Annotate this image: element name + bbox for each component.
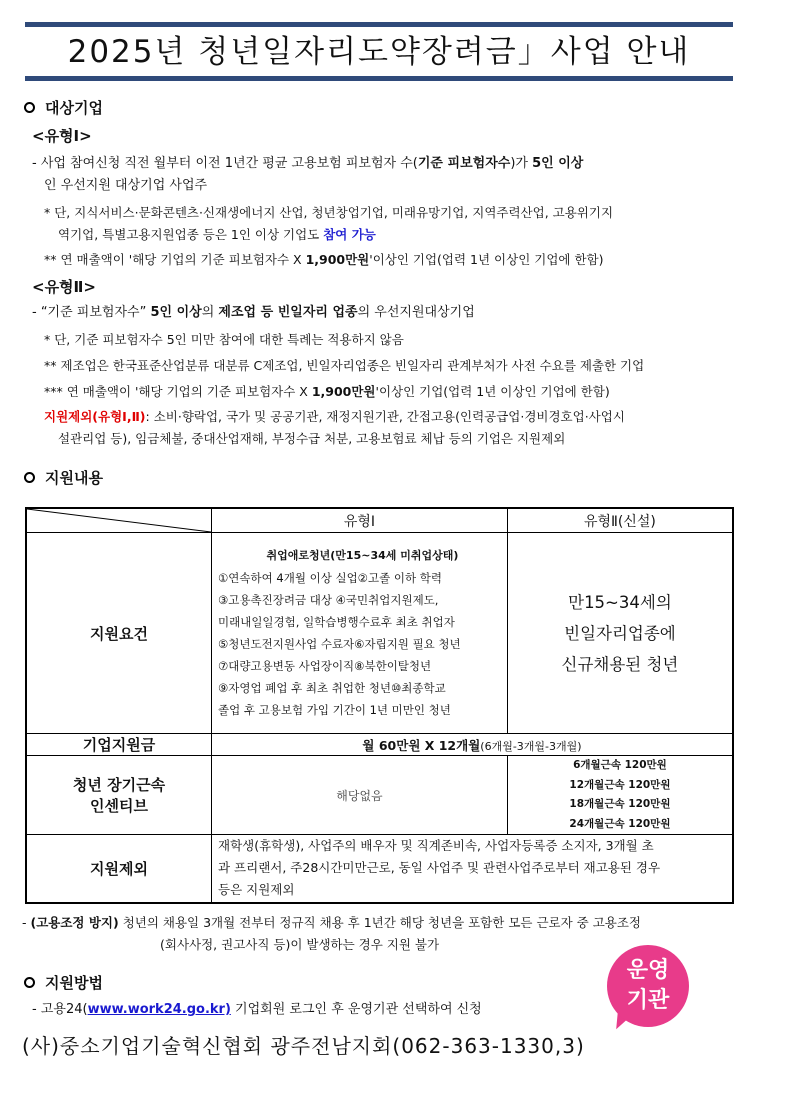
section-target-label: 대상기업 bbox=[45, 99, 103, 117]
req-item: ①연속하여 4개월 이상 실업②고졸 이하 학력 bbox=[218, 571, 442, 585]
req-item: ⑦대량고용변동 사업장이직⑧북한이탈청년 bbox=[218, 659, 432, 673]
text-bold: 5인 이상 bbox=[532, 156, 584, 171]
type2-req-line: 만15~34세의 bbox=[568, 592, 672, 612]
badge-line: 기관 bbox=[626, 988, 670, 1013]
row-label-incentive bbox=[26, 756, 212, 835]
text-blue: 참여 가능 bbox=[323, 227, 376, 242]
table-row-incentive bbox=[26, 756, 733, 835]
type2-line1 bbox=[32, 303, 475, 323]
text: 청년의 채용일 3개월 전부터 정규직 채용 후 1년간 해당 청년을 포함한 모든 근로자 중 고용조정 bbox=[118, 915, 642, 930]
text-bold: 기준 피보험자수 bbox=[417, 156, 511, 171]
text: ** 연 매출액이 '해당 기업의 기준 피보험자수 X bbox=[44, 252, 306, 267]
text: - 고용24( bbox=[32, 1002, 88, 1017]
text: 기업회원 로그인 후 운영기관 선택하여 신청 bbox=[230, 1002, 482, 1017]
section-method-label: 지원방법 bbox=[45, 974, 103, 992]
incentive-item: 18개월근속 120만원 bbox=[569, 798, 671, 810]
type2-exclusion-cont: 설관리업 등), 임금체불, 중대산업재해, 부정수급 처분, 고용보험료 체납 등의 기업은 지원제외 bbox=[58, 431, 566, 446]
exclusion-line: 등은 지원제외 bbox=[218, 882, 295, 898]
text: '이상인 기업(업력 1년 이상인 기업에 한함) bbox=[369, 252, 604, 267]
badge-line: 운영 bbox=[626, 958, 670, 983]
text: 의 bbox=[201, 305, 219, 320]
operator-badge bbox=[607, 945, 689, 1027]
organization-contact: (사)중소기업기술혁신협회 광주전남지회(062-363-1330,3) bbox=[22, 1034, 585, 1058]
text: )가 bbox=[510, 156, 533, 171]
text: 의 우선지원대상기업 bbox=[357, 305, 475, 320]
req-item: ⑤청년도전지원사업 수료자⑥자립지원 필요 청년 bbox=[218, 637, 461, 651]
type1-note1a: * 단, 지식서비스·문화콘텐츠·신재생에너지 산업, 청년창업기업, 미래유망기업, 지역주력산업, 고용위기지 bbox=[44, 205, 614, 220]
req-item: 미래내일일경험, 일학습병행수료후 최초 취업자 bbox=[218, 615, 455, 629]
circle-bullet-icon bbox=[24, 102, 35, 113]
type2-requirements bbox=[507, 533, 733, 734]
exclusion-text bbox=[212, 835, 734, 903]
table-row-payment bbox=[26, 734, 733, 756]
req-item: ③고용촉진장려금 대상 ④국민취업지원제도, bbox=[218, 593, 439, 607]
exclusion-line: 재학생(휴학생), 사업주의 배우자 및 직계존비속, 사업자등록증 소지자, 3개월 초 bbox=[218, 838, 654, 854]
type1-line1 bbox=[32, 154, 583, 174]
section-content-label: 지원내용 bbox=[45, 469, 103, 487]
type2-req-line: 빈일자리업종에 bbox=[564, 623, 676, 643]
title-top-rule bbox=[25, 22, 733, 27]
exclusion-line: 과 프리랜서, 주28시간미만근로, 동일 사업주 및 관련사업주로부터 재고용된 경우 bbox=[218, 860, 661, 876]
diagonal-line bbox=[27, 509, 211, 532]
text-red: 지원제외(유형Ⅰ,Ⅱ) bbox=[44, 409, 146, 424]
title-bottom-rule bbox=[25, 76, 733, 81]
text: - bbox=[22, 915, 31, 930]
col-type2: 유형Ⅱ(신설) bbox=[507, 508, 733, 533]
type2-note2: ** 제조업은 한국표준산업분류 대분류 C제조업, 빈일자리업종은 빈일자리 관계부처가 사전 수요를 제출한 기업 bbox=[44, 358, 645, 373]
incentive-item: 24개월근속 120만원 bbox=[569, 817, 671, 830]
type1-note1b bbox=[58, 225, 376, 245]
text: '이상인 기업(업력 1년 이상인 기업에 한함) bbox=[375, 384, 610, 399]
section-method bbox=[24, 972, 103, 993]
support-table bbox=[25, 507, 734, 904]
section-target bbox=[24, 97, 103, 118]
row-label-requirements: 지원요건 bbox=[26, 533, 212, 734]
type1-line2: 인 우선지원 대상기업 사업주 bbox=[44, 178, 208, 193]
text-bold: (고용조정 방지) bbox=[30, 915, 119, 930]
row-label-payment: 기업지원금 bbox=[26, 734, 212, 756]
type1-note2 bbox=[44, 250, 603, 270]
text-bold: 1,900만원 bbox=[311, 384, 376, 399]
type1-incentive: 해당없음 bbox=[212, 756, 508, 835]
adjust-note-cont: (회사사정, 권고사직 등)이 발생하는 경우 지원 불가 bbox=[160, 937, 440, 952]
table-row-exclusion bbox=[26, 835, 733, 903]
text-bold: 5인 이상 bbox=[150, 305, 202, 320]
section-content bbox=[24, 467, 103, 488]
incentive-label-line: 인센티브 bbox=[90, 797, 148, 815]
circle-bullet-icon bbox=[24, 472, 35, 483]
payment-note: (6개월-3개월-3개월) bbox=[480, 739, 582, 753]
incentive-item: 12개월근속 120만원 bbox=[569, 778, 671, 791]
type1-requirements bbox=[212, 533, 508, 734]
circle-bullet-icon bbox=[24, 977, 35, 988]
req-item: 졸업 후 고용보험 가입 기간이 1년 미만인 청년 bbox=[218, 703, 451, 717]
page-title: 2025년 청년일자리도약장려금」사업 안내 bbox=[67, 34, 691, 70]
method-line bbox=[32, 1000, 482, 1020]
type2-exclusion bbox=[44, 407, 625, 427]
work24-link[interactable]: www.work24.go.kr) bbox=[87, 1002, 231, 1017]
payment-value bbox=[212, 734, 734, 756]
row-label-exclusion: 지원제외 bbox=[26, 835, 212, 903]
text: *** 연 매출액이 '해당 기업의 기준 피보험자수 X bbox=[44, 384, 312, 399]
req-heading: 취업애로청년(만15~34세 미취업상태) bbox=[266, 549, 459, 562]
type2-note3 bbox=[44, 382, 610, 402]
table-row-requirements bbox=[26, 533, 733, 734]
type2-incentive bbox=[507, 756, 733, 835]
type2-note1: * 단, 기준 피보험자수 5인 미만 참여에 대한 특례는 적용하지 않음 bbox=[44, 332, 404, 347]
type2-req-line: 신규채용된 청년 bbox=[561, 654, 679, 674]
adjust-note bbox=[22, 913, 641, 933]
incentive-label-line: 청년 장기근속 bbox=[72, 776, 166, 794]
incentive-item: 6개월근속 120만원 bbox=[573, 759, 667, 771]
text: 역기업, 특별고용지원업종 등은 1인 이상 기업도 bbox=[58, 227, 324, 242]
text-bold: 제조업 등 빈일자리 업종 bbox=[218, 305, 358, 320]
req-item: ⑨자영업 폐업 후 최초 취업한 청년⑩최종학교 bbox=[218, 681, 446, 695]
text-bold: 1,900만원 bbox=[305, 252, 370, 267]
payment-bold: 월 60만원 X 12개월 bbox=[362, 737, 481, 753]
text: : 소비·향락업, 국가 및 공공기관, 재정지원기관, 간접고용(인력공급업·경비경호업·사업시 bbox=[145, 409, 625, 424]
text: - 사업 참여신청 직전 월부터 이전 1년간 평균 고용보험 피보험자 수( bbox=[32, 156, 418, 171]
diagonal-corner-cell bbox=[26, 508, 212, 533]
text: - “기준 피보험자수” bbox=[32, 305, 151, 320]
type1-heading: <유형Ⅰ> bbox=[32, 127, 92, 145]
col-type1: 유형Ⅰ bbox=[212, 508, 508, 533]
table-header-row bbox=[26, 508, 733, 533]
type2-heading: <유형Ⅱ> bbox=[32, 278, 96, 296]
